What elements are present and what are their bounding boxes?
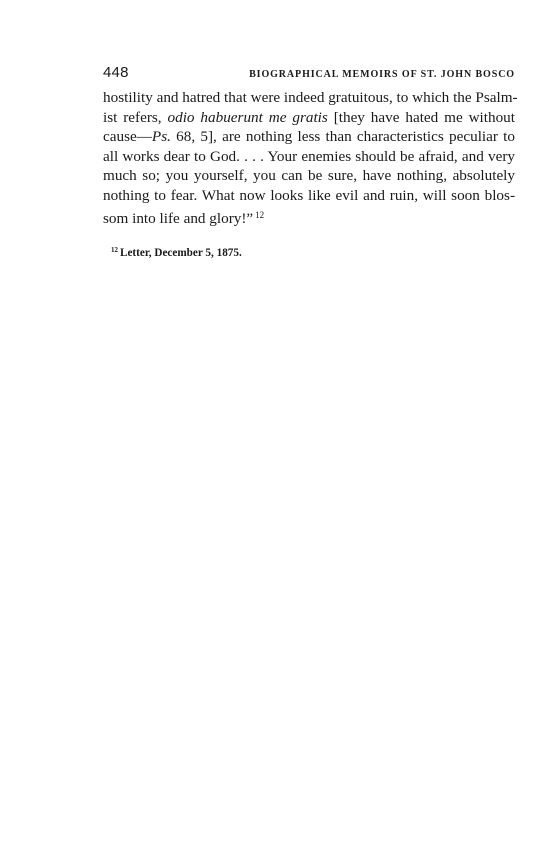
body-line: ist refers, odio habuerunt me gratis [they have hated me without [103,108,515,126]
body-line: som into life and glory!” $^{12}$ [103,209,265,227]
psalm-abbreviation: Ps. [151,128,171,146]
footnote-reference: 12 [255,209,265,220]
footnote-text: Letter, December 5, 1875. [120,247,242,260]
running-title: BIOGRAPHICAL MEMOIRS OF ST. JOHN BOSCO [249,69,515,80]
book-page [103,64,518,260]
body-line: hostility and hatred that were indeed gratuitous, to which the Psalm- [103,89,518,106]
page-number: 448 [103,64,129,81]
body-paragraph [103,88,518,228]
body-line: cause—Ps. 68, 5], are nothing less than characteristics peculiar to [103,128,515,146]
body-line: much so; you yourself, you can be sure, have nothing, absolutely [103,167,515,185]
body-line: all works dear to God. . . . Your enemies should be afraid, and very [103,147,515,165]
footnote-marker: 12 [111,246,118,255]
body-line: nothing to fear. What now looks like evil and ruin, will soon blos- [103,186,515,204]
latin-quote: odio habuerunt me gratis [167,108,328,126]
running-head [103,64,515,86]
footnote [111,246,515,259]
